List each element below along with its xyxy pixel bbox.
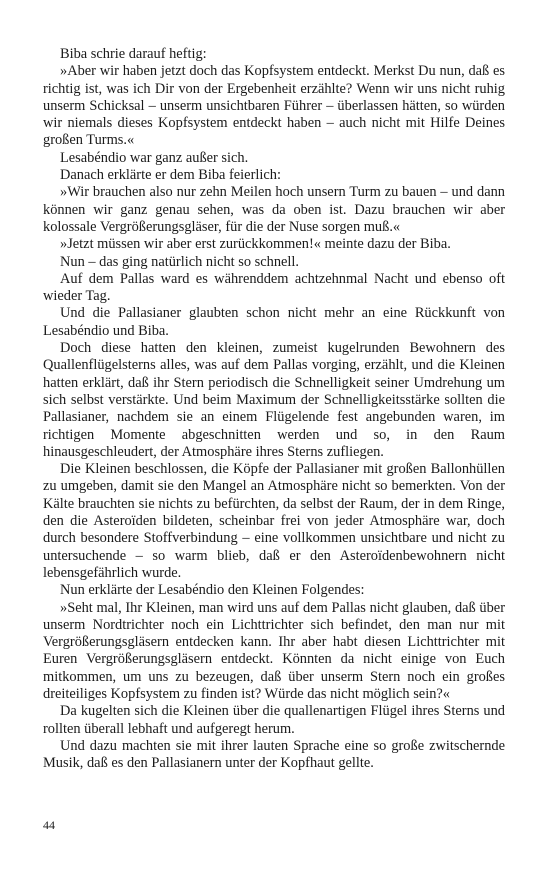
paragraph-1: Biba schrie darauf heftig: [60, 46, 207, 62]
paragraph-2: »Aber wir haben jetzt doch das Kopfsystem entdeckt. Merkst Du nun, daß es richtig ist, was ich Dir von der Ergebenheit erzählte? Wenn wir uns nicht ruhig unserm Schicksal – unserm unsichtbaren Führer – überlassen hätten, so würden wir niemals dieses Kopfsystem entdeckt haben – auch nicht mit Hilfe Deines großen Turms.« [43, 63, 505, 149]
paragraph-11: Die Kleinen beschlossen, die Köpfe der Pallasianer mit großen Ballonhüllen zu umgeben, damit sie den Mangel an Atmosphäre nicht so bemerkten. Von der Kälte brauchten sie nichts zu befürchten, da selbst der Raum, der in dem Ringe, den die Asteroïden bildeten, scheinbar frei von jeder Atmosphäre war, doch durch besondere Stoffverbindung – eine vollkommen unsichtbare und nicht zu untersuchende – so warm blieb, daß er den Asteroïdenbewohnern nicht lebensgefährlich wurde. [43, 461, 505, 581]
paragraph-10: Doch diese hatten den kleinen, zumeist kugelrunden Bewohnern des Quallenflügelsterns alles, was auf dem Pallas vorging, erzählt, und die Kleinen hatten erklärt, daß ihr Stern periodisch die Schnelligkeit seiner Umdrehung um sich selbst verstärkte. Und beim Maximum der Schnelligkeitsstärke sollten die Pallasianer, nachdem sie an einem Flügelende fest angebunden waren, im richtigen Momente abgeschnitten werden und so, in den Raum hinausgeschleudert, der Atmosphäre ihres Sterns zufliegen. [43, 340, 505, 460]
page-number: 44 [43, 818, 55, 832]
paragraph-6: »Jetzt müssen wir aber erst zurückkommen!« meinte dazu der Biba. [60, 236, 451, 253]
paragraph-5: »Wir brauchen also nur zehn Meilen hoch unsern Turm zu bauen – und dann können wir ganz genau sehen, was da oben ist. Dazu brauchen wir aber kolossale Vergrößerungsgläser, für die der Nuse sorgen muß.« [43, 184, 505, 235]
paragraph-3: Lesabéndio war ganz außer sich. [60, 149, 249, 166]
paragraph-7: Nun – das ging natürlich nicht so schnell. [60, 253, 300, 270]
book-page [43, 46, 505, 772]
paragraph-12: Nun erklärte der Lesabéndio den Kleinen Folgendes: [60, 582, 365, 599]
paragraph-13: »Seht mal, Ihr Kleinen, man wird uns auf dem Pallas nicht glauben, daß über unserm Nordtrichter noch ein Lichttrichter sich befindet, den man nur mit Vergrößerungsgläsern entdecken kann. Ihr aber habt diesen Lichttrichter mit Euren Vergrößerungsgläsern entdeckt. Könnten da nicht einige von Euch mitkommen, um uns zu bezeugen, daß über unserm Stern noch ein großes dreiteiliges Kopfsystem zu finden ist? Würde das nicht möglich sein?« [43, 599, 505, 702]
paragraph-4: Danach erklärte er dem Biba feierlich: [60, 167, 281, 184]
paragraph-8: Auf dem Pallas ward es währenddem achtzehnmal Nacht und ebenso oft wieder Tag. [43, 270, 505, 305]
paragraph-15: Und dazu machten sie mit ihrer lauten Sprache eine so große zwitschernde Musik, daß es den Pallasianern unter der Kopfhaut gellte. [43, 737, 505, 772]
paragraph-14: Da kugelten sich die Kleinen über die quallenartigen Flügel ihres Sterns und rollten überall lebhaft und aufgeregt herum. [43, 703, 505, 737]
paragraph-9: Und die Pallasianer glaubten schon nicht mehr an eine Rückkunft von Lesabéndio und Biba. [43, 305, 505, 339]
